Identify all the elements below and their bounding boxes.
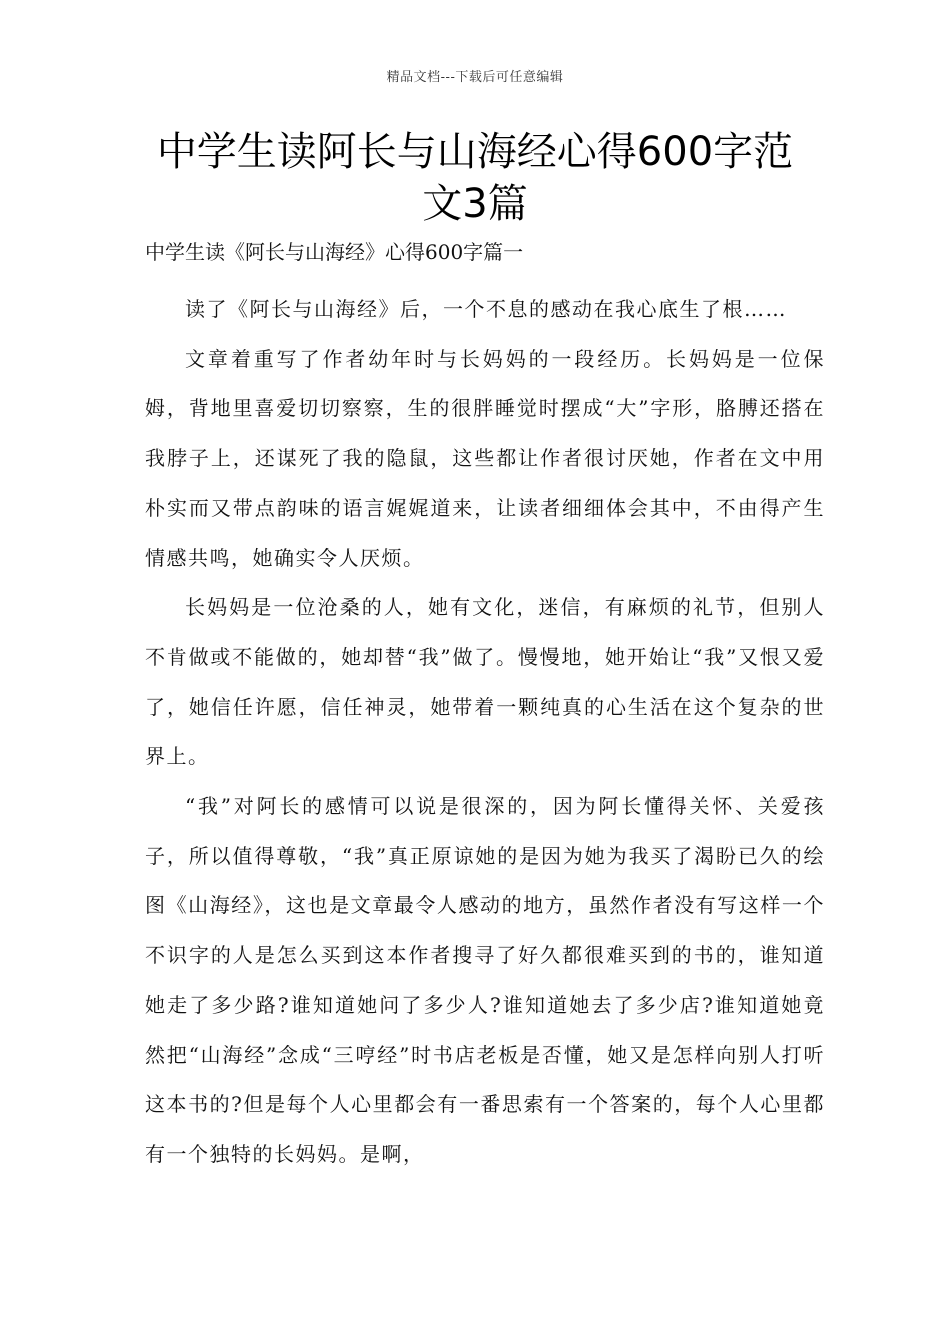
paragraph: 长妈妈是一位沧桑的人，她有文化，迷信，有麻烦的礼节，但别人不肯做或不能做的，她却替“我”做了。慢慢地，她开始让“我”又恨又爱了，她信任许愿，信任神灵，她带着一颗纯真的心生活在这个复杂的世界上。: [145, 595, 825, 769]
header-note: 精品文档---下载后可任意编辑: [386, 70, 564, 85]
document-title: 中学生读阿长与山海经心得600字范文3篇: [156, 129, 794, 227]
paragraph: “我”对阿长的感情可以说是很深的，因为阿长懂得关怀、关爱孩子，所以值得尊敬，“我”真正原谅她的是因为她为我买了渴盼已久的绘图《山海经》，这也是文章最令人感动的地方，虽然作者没有写这样一个不识字的人是怎么买到这本作者搜寻了好久都很难买到的书的，谁知道她走了多少路?谁知道她问了多少人?谁知道她去了多少店?谁知道她竟然把“山海经”念成“三哼经”时书店老板是否懂，她又是怎样向别人打听这本书的?但是每个人心里都会有一番思索有一个答案的，每个人心里都有一个独特的长妈妈。是啊，: [145, 794, 825, 1166]
body-text: [145, 285, 825, 1180]
paragraph: 读了《阿长与山海经》后，一个不息的感动在我心底生了根……: [185, 297, 787, 321]
paragraph: 文章着重写了作者幼年时与长妈妈的一段经历。长妈妈是一位保姆，背地里喜爱切切察察，生的很胖睡觉时摆成“大”字形，胳膊还搭在我脖子上，还谋死了我的隐鼠，这些都让作者很讨厌她，作者在文中用朴实而又带点韵味的语言娓娓道来，让读者细细体会其中，不由得产生情感共鸣，她确实令人厌烦。: [145, 346, 825, 570]
section-heading: 中学生读《阿长与山海经》心得600字篇一: [145, 240, 524, 264]
